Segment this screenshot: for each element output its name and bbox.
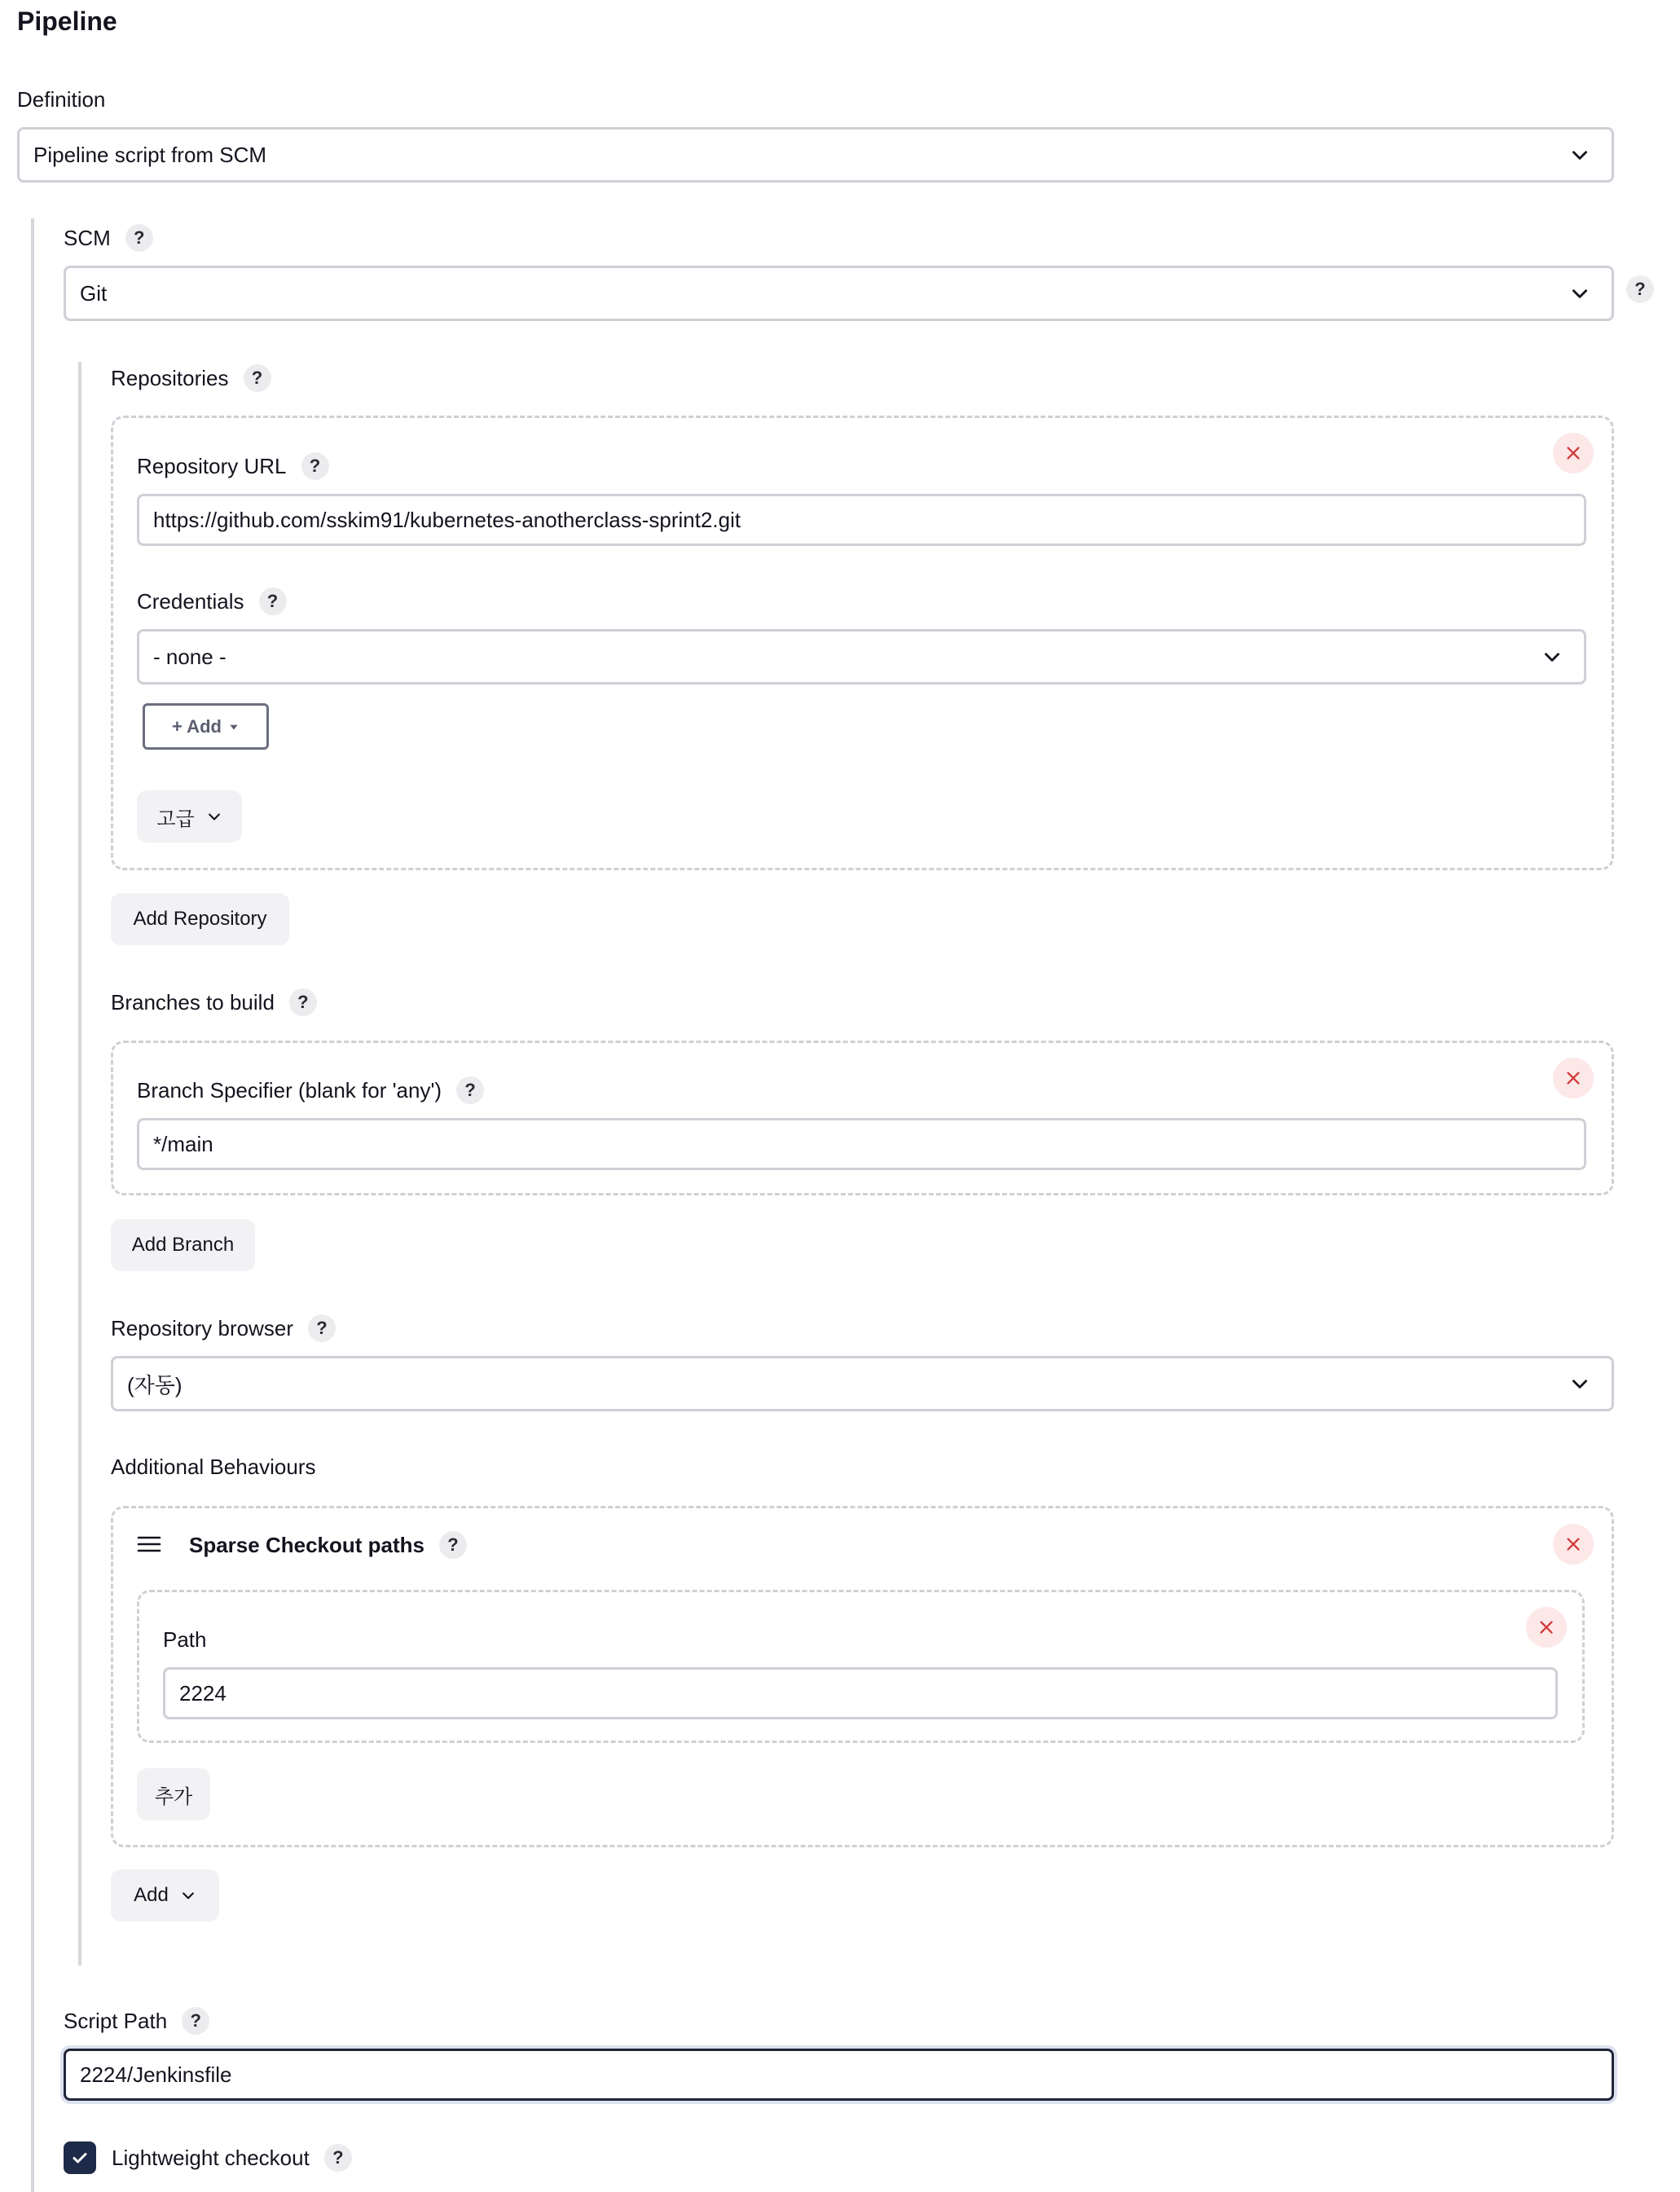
- remove-path-button[interactable]: [1526, 1607, 1567, 1648]
- git-section-guide: [78, 362, 81, 1965]
- add-path-button[interactable]: 추가: [137, 1768, 210, 1820]
- scm-section-guide: [31, 218, 34, 2192]
- definition-select[interactable]: [17, 127, 1614, 183]
- chevron-down-icon: [1569, 1373, 1590, 1394]
- chevron-down-icon: [1569, 144, 1590, 165]
- chevron-down-icon: [180, 1887, 196, 1904]
- definition-label: Definition: [17, 86, 106, 112]
- chevron-down-icon: [1569, 283, 1590, 304]
- add-credentials-label: + Add: [172, 715, 222, 737]
- chevron-down-icon: [1541, 646, 1563, 667]
- script-path-input[interactable]: 2224/Jenkinsfile: [64, 2049, 1614, 2101]
- close-icon: [1537, 1618, 1555, 1636]
- scm-select-help-icon[interactable]: ?: [1626, 275, 1654, 303]
- credentials-value: - none -: [153, 644, 226, 669]
- add-behaviour-button[interactable]: [111, 1869, 219, 1921]
- credentials-label: [137, 587, 287, 616]
- close-icon: [1564, 1069, 1582, 1087]
- lightweight-checkout-label: [112, 2143, 352, 2172]
- lightweight-checkout-checkbox[interactable]: [64, 2141, 96, 2174]
- branch-specifier-help-icon[interactable]: ?: [456, 1076, 484, 1104]
- branches-help-icon[interactable]: ?: [289, 988, 317, 1016]
- repository-browser-value: (자동): [127, 1372, 183, 1398]
- repository-browser-help-icon[interactable]: ?: [308, 1314, 336, 1342]
- script-path-label-text: Script Path: [64, 2008, 168, 2033]
- close-icon: [1564, 444, 1582, 462]
- advanced-label: 고급: [156, 808, 195, 830]
- sparse-checkout-title-text: Sparse Checkout paths: [189, 1532, 424, 1557]
- scm-help-icon[interactable]: ?: [125, 224, 153, 252]
- repository-browser-label: [111, 1314, 336, 1343]
- credentials-label-text: Credentials: [137, 588, 244, 614]
- repositories-label-text: Repositories: [111, 365, 229, 390]
- definition-value: Pipeline script from SCM: [33, 142, 267, 167]
- remove-behaviour-button[interactable]: [1553, 1524, 1594, 1565]
- repository-browser-label-text: Repository browser: [111, 1315, 293, 1340]
- repositories-label: [111, 363, 271, 393]
- add-behaviour-label: Add: [134, 1884, 169, 1906]
- repository-url-input[interactable]: https://github.com/sskim91/kubernetes-anotherclass-sprint2.git: [137, 494, 1586, 546]
- script-path-help-icon[interactable]: ?: [182, 2007, 209, 2035]
- repository-url-label-text: Repository URL: [137, 453, 287, 478]
- branch-specifier-label: [137, 1076, 484, 1105]
- branch-specifier-label-text: Branch Specifier (blank for 'any'): [137, 1077, 442, 1103]
- branches-label-text: Branches to build: [111, 989, 275, 1015]
- add-branch-button[interactable]: Add Branch: [111, 1219, 255, 1271]
- chevron-down-icon: [206, 808, 222, 825]
- repositories-help-icon[interactable]: ?: [244, 364, 271, 392]
- lightweight-checkout-label-text: Lightweight checkout: [112, 2145, 310, 2170]
- branch-specifier-input[interactable]: */main: [137, 1118, 1586, 1170]
- scm-select[interactable]: [64, 266, 1614, 321]
- drag-handle-icon[interactable]: [137, 1534, 161, 1555]
- additional-behaviours-label: Additional Behaviours: [111, 1454, 316, 1479]
- scm-label: [64, 223, 153, 253]
- credentials-select[interactable]: [137, 629, 1586, 684]
- page-title: Pipeline: [17, 7, 117, 36]
- scm-label-text: SCM: [64, 225, 111, 250]
- path-input[interactable]: 2224: [163, 1667, 1558, 1719]
- repository-url-help-icon[interactable]: ?: [301, 452, 329, 480]
- remove-branch-button[interactable]: [1553, 1058, 1594, 1098]
- sparse-checkout-help-icon[interactable]: ?: [439, 1531, 467, 1559]
- script-path-label: [64, 2006, 209, 2036]
- caret-down-icon: [228, 721, 240, 733]
- credentials-help-icon[interactable]: ?: [259, 588, 287, 615]
- add-repository-button[interactable]: Add Repository: [111, 893, 289, 945]
- repository-browser-select[interactable]: [111, 1356, 1614, 1411]
- scm-value: Git: [80, 280, 108, 306]
- path-card: [137, 1590, 1585, 1743]
- branches-label: [111, 988, 317, 1017]
- remove-repository-button[interactable]: [1553, 433, 1594, 473]
- close-icon: [1564, 1535, 1582, 1553]
- path-label: Path: [163, 1626, 207, 1652]
- lightweight-checkout-help-icon[interactable]: ?: [324, 2144, 352, 2172]
- add-credentials-button[interactable]: [143, 703, 269, 750]
- repository-url-label: [137, 451, 329, 481]
- advanced-button[interactable]: [137, 790, 242, 843]
- sparse-checkout-title: [189, 1530, 467, 1560]
- check-icon: [70, 2148, 90, 2168]
